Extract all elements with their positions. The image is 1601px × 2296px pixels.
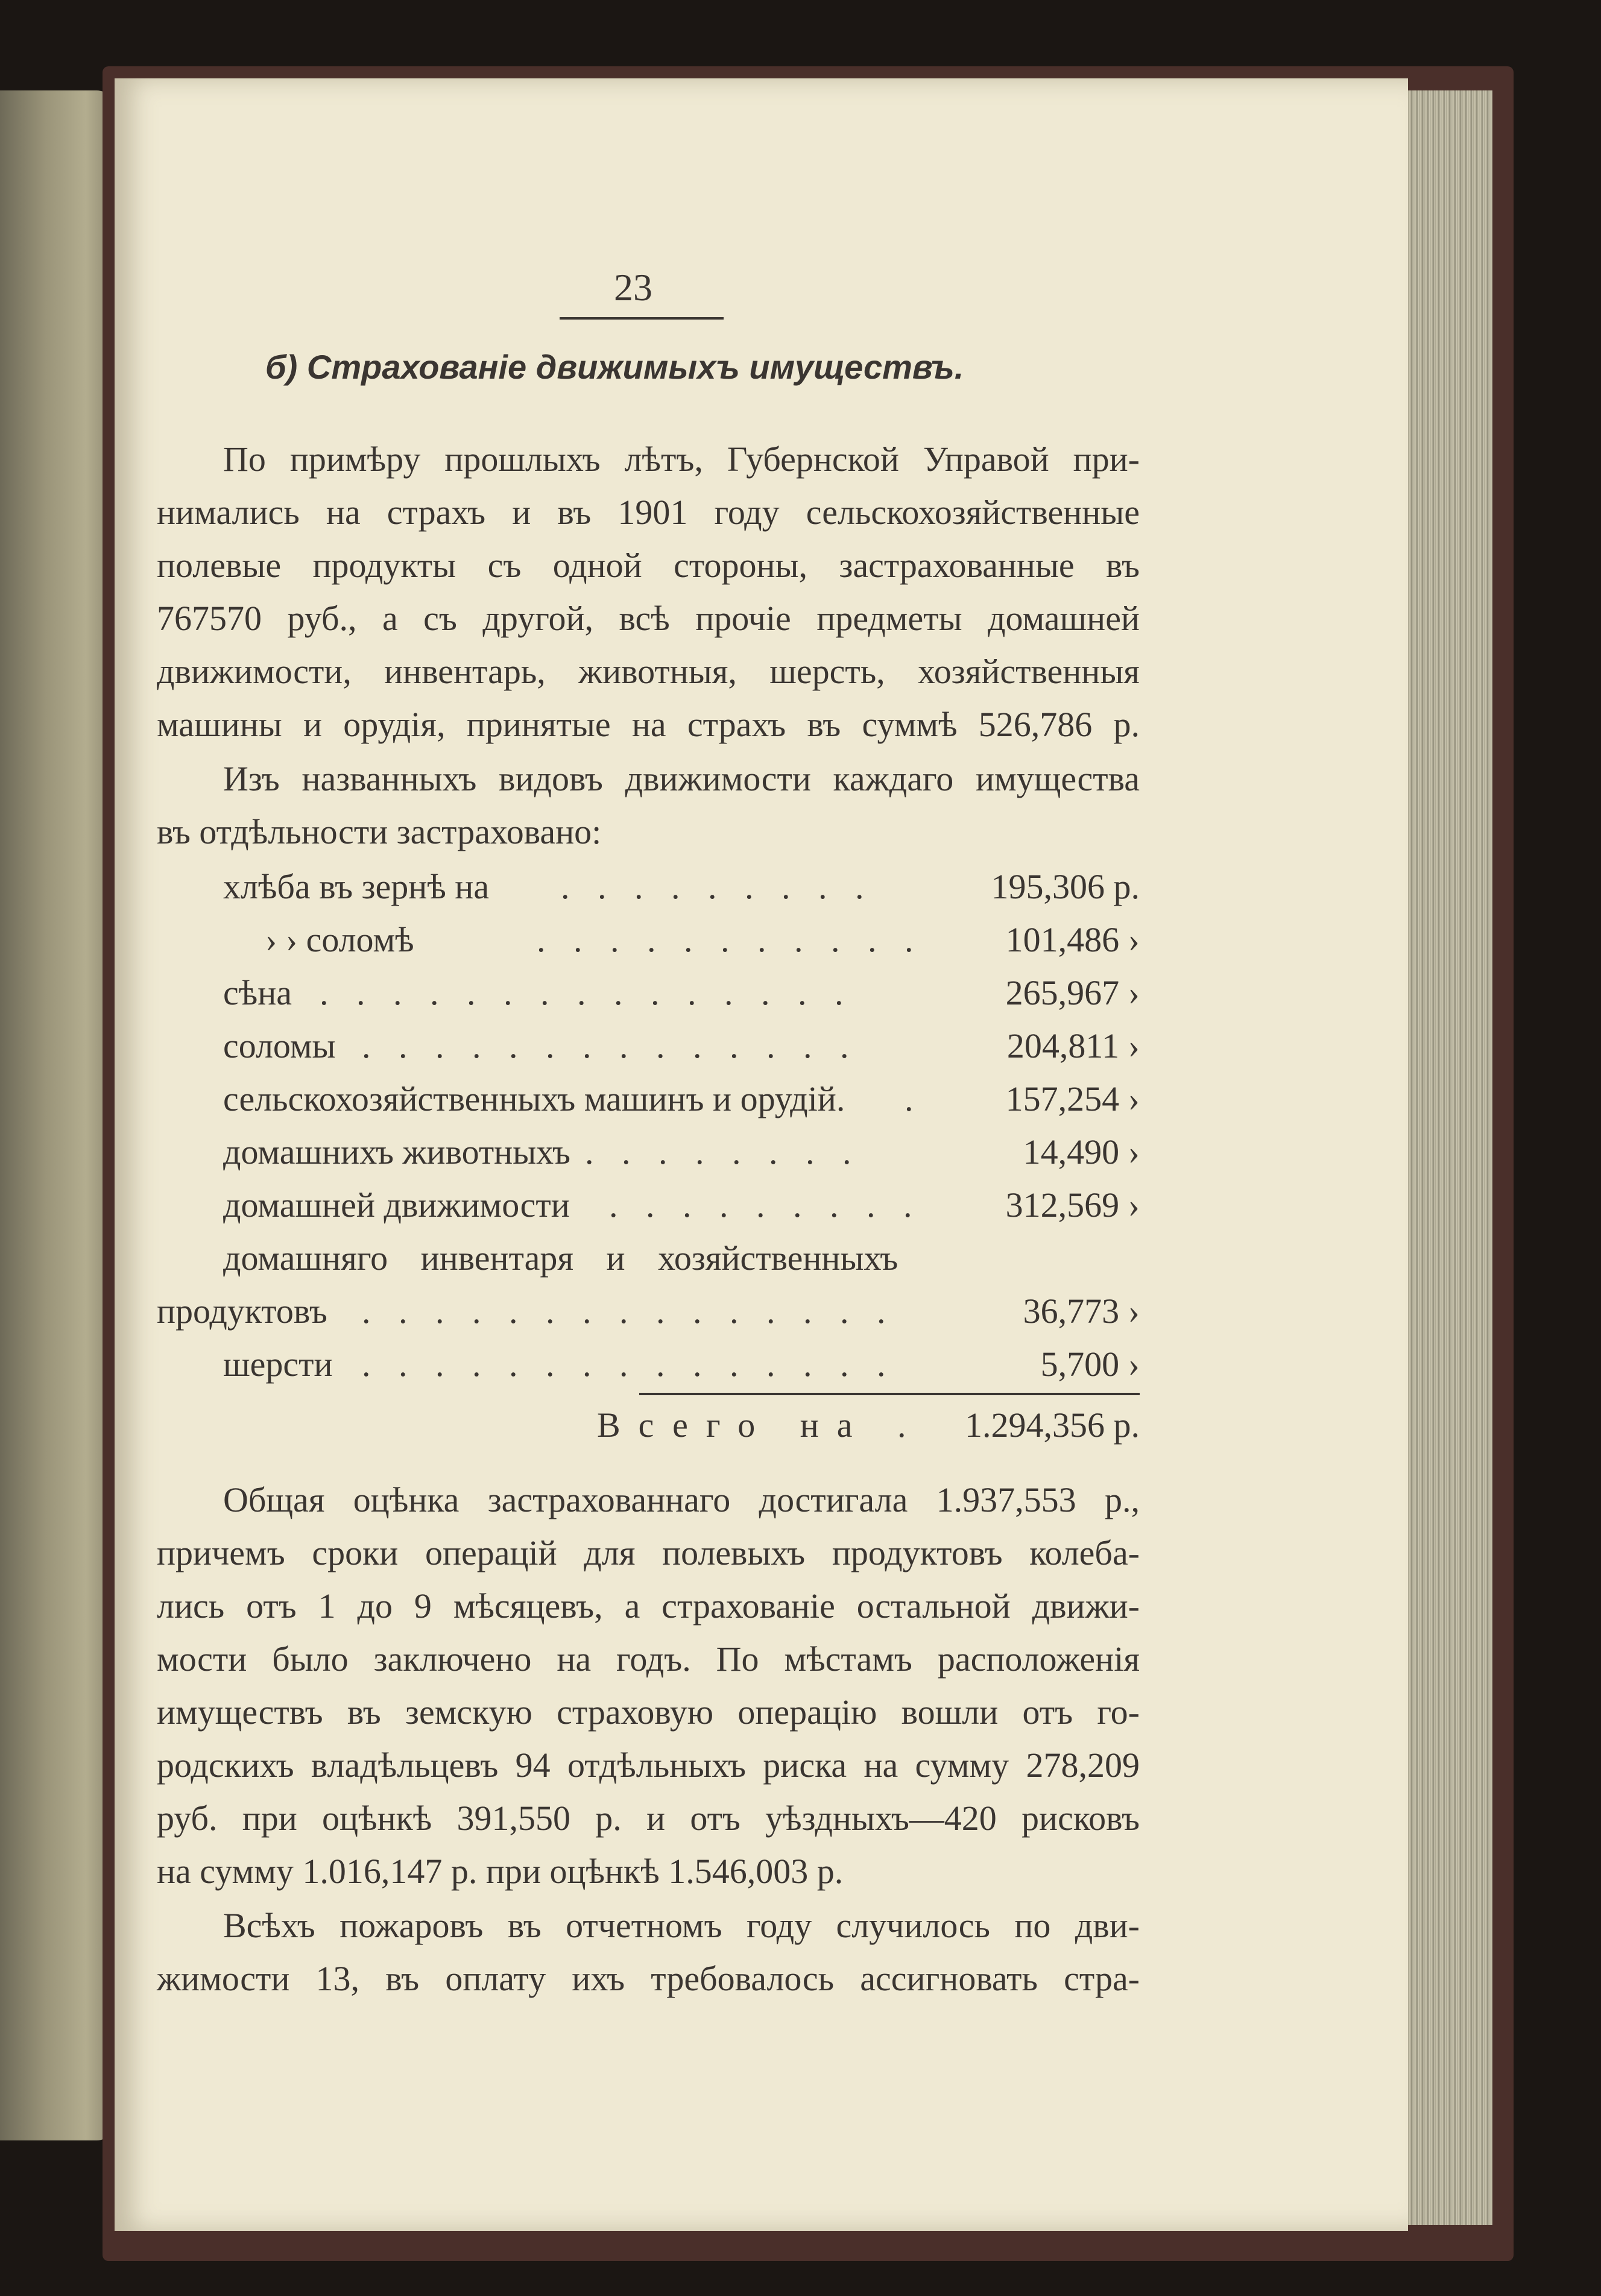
row-dots: . . . . . . . . . . .	[537, 920, 923, 959]
row-dots: . . . . . . . .	[585, 1132, 861, 1172]
row-label: продуктовъ	[157, 1292, 327, 1331]
row-dots: . . . . . . . . . . . . . .	[362, 1026, 859, 1065]
row-label: хлѣба въ зернѣ на	[223, 867, 490, 906]
page-number-rule	[560, 317, 724, 320]
paragraph3-line: родскихъ владѣльцевъ 94 отдѣльныхъ риска на сумму 278,209	[157, 1746, 1140, 1785]
table-row	[223, 1184, 1140, 1226]
paragraph3-line: лись отъ 1 до 9 мѣсяцевъ, а страхованіе остальной движи-	[157, 1586, 1140, 1626]
row-dots: .	[905, 1079, 923, 1118]
row-label: сѣна	[223, 973, 292, 1012]
total-value: 1.294,356 р.	[965, 1405, 1140, 1445]
paragraph2-line: въ отдѣльности застраховано:	[157, 812, 602, 851]
row-label: домашняго инвентаря и хозяйственныхъ	[223, 1238, 898, 1278]
table-row	[223, 1237, 1140, 1279]
table-row	[223, 1131, 1140, 1173]
row-value: 204,811 ›	[1006, 1026, 1140, 1065]
row-dots: . . . . . . . . .	[561, 867, 874, 906]
paragraph1-line: полевые продукты съ одной стороны, застрахованные въ	[157, 546, 1140, 585]
row-label: домашней движимости	[223, 1185, 570, 1225]
paragraph4-line: жимости 13, въ оплату ихъ требовалось ассигновать стра-	[157, 1959, 1140, 1998]
paragraph1-line: 767570 руб., а съ другой, всѣ прочіе предметы домашней	[157, 599, 1140, 638]
section-title: б) Страхованіе движимыхъ имуществъ.	[265, 348, 964, 386]
paragraph1-line: По примѣру прошлыхъ лѣтъ, Губернской Управой при-	[223, 440, 1140, 479]
total-rule	[639, 1393, 1140, 1395]
row-dots: . . . . . . . . .	[609, 1185, 922, 1225]
paragraph1-line: движимости, инвентарь, животныя, шерсть, хозяйственныя	[157, 652, 1140, 691]
paragraph1-line: нимались на страхъ и въ 1901 году сельскохозяйственные	[157, 493, 1140, 532]
row-label: соломы	[223, 1026, 336, 1065]
table-row	[223, 1343, 1140, 1386]
row-value: 101,486 ›	[1005, 920, 1140, 959]
paragraph4-line: Всѣхъ пожаровъ въ отчетномъ году случилось по дви-	[223, 1906, 1140, 1945]
row-dots: . . . . . . . . . . . . . . .	[320, 973, 853, 1012]
table-row	[223, 1078, 1140, 1120]
row-label: сельскохозяйственныхъ машинъ и орудій.	[223, 1079, 845, 1118]
row-label: шерсти	[223, 1345, 333, 1384]
row-dots: . . . . . . . . . . . . . . .	[362, 1345, 895, 1384]
row-value: 5,700 ›	[1040, 1345, 1140, 1384]
row-value: 312,569 ›	[1005, 1185, 1140, 1225]
table-row	[223, 972, 1140, 1014]
paragraph1-line: машины и орудія, принятые на страхъ въ суммѣ 526,786 р.	[157, 705, 1140, 744]
total-label: Всего на .	[597, 1405, 924, 1445]
row-label: домашнихъ животныхъ	[223, 1132, 570, 1172]
row-value: 265,967 ›	[1005, 973, 1140, 1012]
paragraph3-line: имуществъ въ земскую страховую операцію вошли отъ го-	[157, 1692, 1140, 1732]
row-value: 14,490 ›	[1023, 1132, 1140, 1172]
paragraph3-line: руб. при оцѣнкѣ 391,550 р. и отъ уѣздныхъ—420 рисковъ	[157, 1799, 1140, 1838]
paragraph3-line: на сумму 1.016,147 р. при оцѣнкѣ 1.546,003 р.	[157, 1852, 844, 1891]
table-row	[223, 1025, 1140, 1067]
row-value: 36,773 ›	[1023, 1292, 1140, 1331]
paragraph3-line: Общая оцѣнка застрахованнаго достигала 1.937,553 р.,	[223, 1480, 1140, 1519]
row-label: › › соломѣ	[265, 920, 414, 959]
table-row	[223, 919, 1140, 961]
page-number: 23	[614, 266, 652, 309]
row-value: 157,254 ›	[1005, 1079, 1140, 1118]
table-row	[157, 1290, 1140, 1332]
row-dots: . . . . . . . . . . . . . . .	[362, 1292, 895, 1331]
paragraph3-line: причемъ сроки операцій для полевыхъ продуктовъ колеба-	[157, 1533, 1140, 1572]
paragraph3-line: мости было заключено на годъ. По мѣстамъ расположенія	[157, 1639, 1140, 1679]
row-value: 195,306 р.	[991, 867, 1140, 906]
paragraph2-line: Изъ названныхъ видовъ движимости каждаго имущества	[223, 759, 1140, 798]
table-row	[223, 866, 1140, 908]
